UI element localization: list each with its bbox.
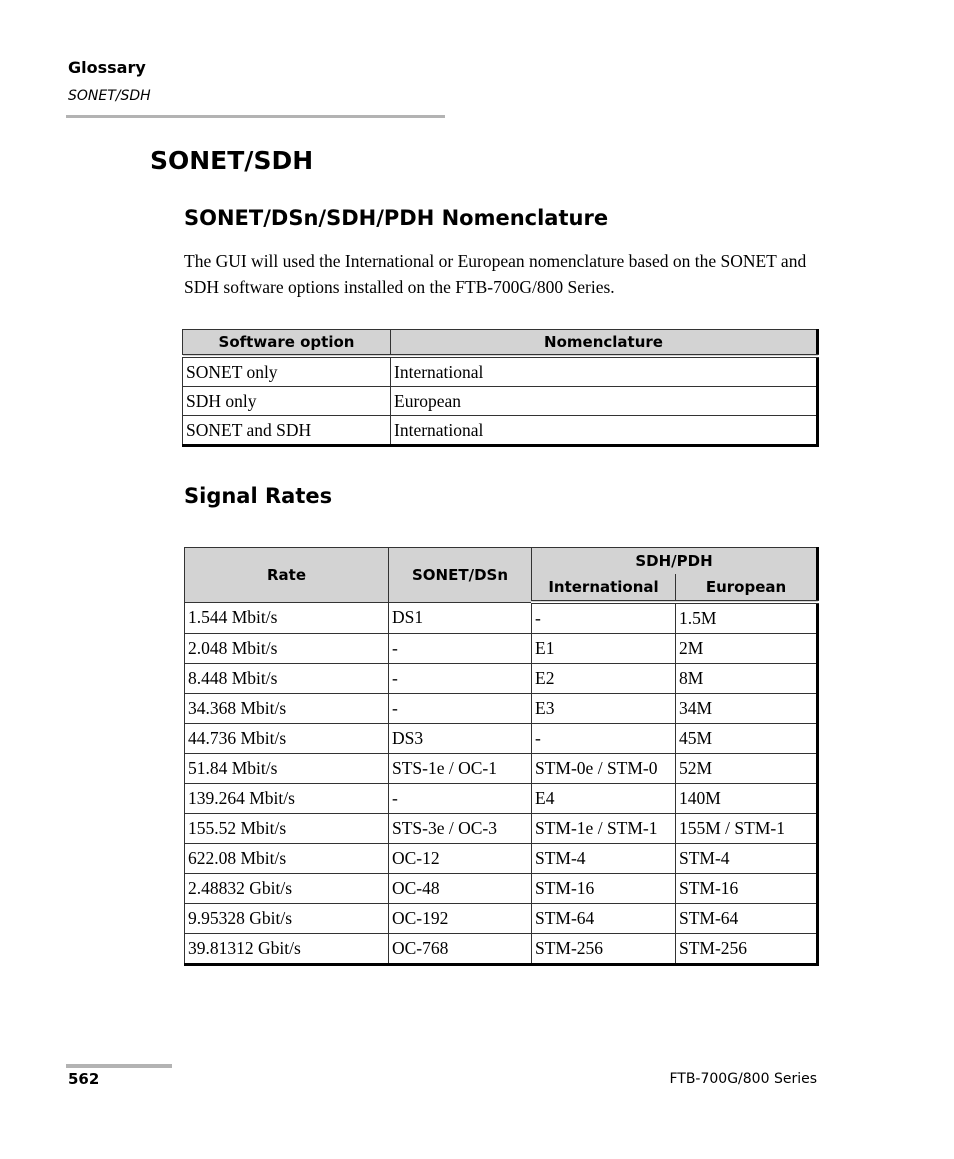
table-cell: STM-256 xyxy=(676,934,818,965)
header-divider xyxy=(66,115,445,118)
column-header-sonet-dsn: SONET/DSn xyxy=(389,548,532,603)
table-cell: - xyxy=(532,724,676,754)
table-cell: OC-12 xyxy=(389,844,532,874)
table-row xyxy=(185,754,818,784)
signal-rates-heading: Signal Rates xyxy=(184,484,333,508)
nomenclature-table-body xyxy=(183,356,818,446)
table-cell: STM-256 xyxy=(532,934,676,965)
page-number: 562 xyxy=(68,1070,100,1088)
table-cell: STM-1e / STM-1 xyxy=(532,814,676,844)
table-cell: DS3 xyxy=(389,724,532,754)
table-cell: OC-192 xyxy=(389,904,532,934)
table-row xyxy=(185,664,818,694)
table-cell: E2 xyxy=(532,664,676,694)
table-cell: STM-16 xyxy=(532,874,676,904)
table-cell: 155.52 Mbit/s xyxy=(185,814,389,844)
table-row xyxy=(185,814,818,844)
table-cell: European xyxy=(391,387,818,416)
table-cell: 622.08 Mbit/s xyxy=(185,844,389,874)
page-title: SONET/SDH xyxy=(150,146,314,175)
product-name: FTB-700G/800 Series xyxy=(669,1071,817,1087)
table-cell: 45M xyxy=(676,724,818,754)
table-cell: 8.448 Mbit/s xyxy=(185,664,389,694)
table-row xyxy=(183,387,818,416)
nomenclature-table xyxy=(182,329,819,447)
table-cell: 2.48832 Gbit/s xyxy=(185,874,389,904)
table-cell: - xyxy=(532,602,676,634)
column-header-european: European xyxy=(676,574,818,602)
table-cell: SONET and SDH xyxy=(183,416,391,446)
running-header-subsection: SONET/SDH xyxy=(68,88,151,104)
nomenclature-heading: SONET/DSn/SDH/PDH Nomenclature xyxy=(184,206,609,230)
table-row xyxy=(183,416,818,446)
table-cell: E1 xyxy=(532,634,676,664)
table-cell: DS1 xyxy=(389,602,532,634)
signal-rates-table-body xyxy=(185,602,818,965)
column-header-rate: Rate xyxy=(185,548,389,603)
table-cell: 34.368 Mbit/s xyxy=(185,694,389,724)
nomenclature-paragraph: The GUI will used the International or European nomenclature based on the SONET and SDH software options installed on the FTB-700G/800 Series. xyxy=(184,251,807,297)
table-cell: 9.95328 Gbit/s xyxy=(185,904,389,934)
table-cell: STM-4 xyxy=(532,844,676,874)
column-header-international: International xyxy=(532,574,676,602)
table-cell: 39.81312 Gbit/s xyxy=(185,934,389,965)
table-cell: 51.84 Mbit/s xyxy=(185,754,389,784)
table-cell: STM-0e / STM-0 xyxy=(532,754,676,784)
table-cell: 44.736 Mbit/s xyxy=(185,724,389,754)
column-header-nomenclature: Nomenclature xyxy=(391,330,818,357)
table-cell: 2M xyxy=(676,634,818,664)
table-cell: - xyxy=(389,634,532,664)
column-header-sdh-pdh: SDH/PDH xyxy=(532,548,818,575)
signal-rates-table xyxy=(184,547,819,966)
table-cell: STM-4 xyxy=(676,844,818,874)
table-cell: SONET only xyxy=(183,356,391,387)
table-row xyxy=(185,724,818,754)
table-cell: 140M xyxy=(676,784,818,814)
running-header-section: Glossary xyxy=(68,58,146,77)
table-cell: SDH only xyxy=(183,387,391,416)
footer-divider xyxy=(66,1064,172,1068)
table-cell: 155M / STM-1 xyxy=(676,814,818,844)
table-cell: STS-3e / OC-3 xyxy=(389,814,532,844)
column-header-software-option: Software option xyxy=(183,330,391,357)
table-cell: 34M xyxy=(676,694,818,724)
table-cell: E3 xyxy=(532,694,676,724)
table-cell: 52M xyxy=(676,754,818,784)
table-cell: OC-48 xyxy=(389,874,532,904)
table-cell: - xyxy=(389,664,532,694)
table-cell: - xyxy=(389,694,532,724)
table-cell: 2.048 Mbit/s xyxy=(185,634,389,664)
table-row xyxy=(183,356,818,387)
table-row xyxy=(185,844,818,874)
table-cell: International xyxy=(391,356,818,387)
table-cell: E4 xyxy=(532,784,676,814)
table-row xyxy=(185,784,818,814)
table-cell: 8M xyxy=(676,664,818,694)
table-cell: STM-16 xyxy=(676,874,818,904)
table-row xyxy=(185,904,818,934)
table-row xyxy=(185,602,818,634)
table-cell: - xyxy=(389,784,532,814)
table-row xyxy=(185,934,818,965)
table-cell: STM-64 xyxy=(676,904,818,934)
table-cell: 1.544 Mbit/s xyxy=(185,602,389,634)
table-cell: 139.264 Mbit/s xyxy=(185,784,389,814)
table-row xyxy=(185,634,818,664)
table-row xyxy=(185,874,818,904)
table-cell: STS-1e / OC-1 xyxy=(389,754,532,784)
table-cell: OC-768 xyxy=(389,934,532,965)
table-cell: International xyxy=(391,416,818,446)
table-row xyxy=(185,694,818,724)
table-cell: STM-64 xyxy=(532,904,676,934)
table-cell: 1.5M xyxy=(676,602,818,634)
